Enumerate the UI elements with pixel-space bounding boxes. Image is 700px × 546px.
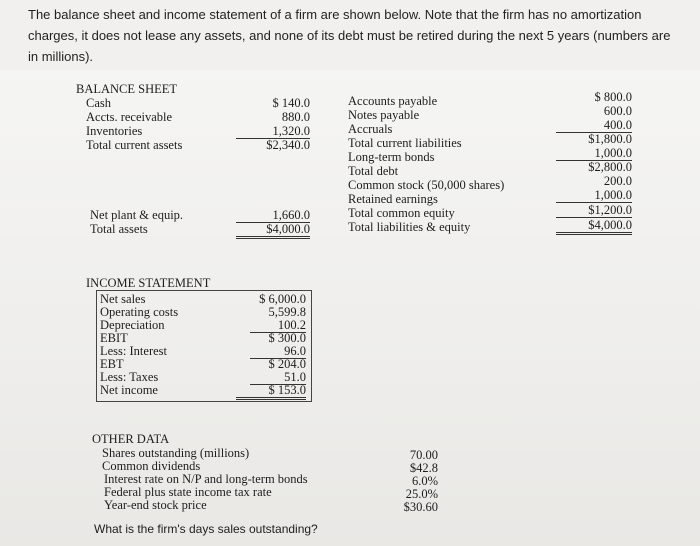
- income-value-interest: 96.0: [250, 344, 306, 359]
- income-statement-title: INCOME STATEMENT: [86, 276, 211, 290]
- asset-label-total-assets: Total assets: [90, 222, 148, 236]
- income-value-operating-costs: 5,599.8: [268, 305, 306, 319]
- asset-value-cash: $ 140.0: [272, 96, 310, 110]
- asset-label-cash: Cash: [86, 96, 111, 110]
- liability-value-total-common-equity: $1,200.0: [556, 203, 632, 218]
- liability-value-total-current: $1,800.0: [588, 132, 632, 146]
- liability-label-total-common-equity: Total common equity: [348, 206, 455, 220]
- question-intro: The balance sheet and income statement of a firm are shown below. Note that the firm has no amortization charges, it does not lease any assets, and none of its debt must be retired during the next 5 years (numbers are in millions).: [28, 7, 671, 64]
- income-label-net-income: Net income: [100, 383, 158, 397]
- income-label-net-sales: Net sales: [100, 292, 146, 306]
- income-label-interest: Less: Interest: [100, 344, 167, 358]
- income-value-taxes: 51.0: [250, 370, 306, 385]
- other-data-title: OTHER DATA: [92, 432, 170, 446]
- other-value-shares: 70.00: [409, 448, 438, 462]
- income-value-ebit: $ 300.0: [268, 331, 306, 345]
- other-value-interest-rate: 6.0%: [411, 474, 438, 488]
- asset-value-inventories: 1,320.0: [236, 124, 310, 139]
- other-label-dividends: Common dividends: [102, 459, 201, 473]
- income-label-operating-costs: Operating costs: [100, 305, 179, 319]
- liability-value-notes-payable: 600.0: [603, 104, 632, 118]
- question-text: What is the firm's days sales outstanding?: [94, 522, 318, 536]
- liability-value-long-term-bonds: 1,000.0: [556, 146, 632, 161]
- liability-value-common-stock: 200.0: [603, 174, 632, 188]
- other-value-dividends: $42.8: [409, 461, 438, 475]
- income-label-ebit: EBIT: [100, 331, 128, 345]
- income-value-net-sales: $ 6,000.0: [259, 292, 306, 306]
- asset-value-total-assets: $4,000.0: [236, 222, 310, 239]
- liability-label-long-term-bonds: Long-term bonds: [348, 150, 435, 164]
- liability-value-total-liabilities-equity: $4,000.0: [556, 218, 632, 235]
- liability-label-retained-earnings: Retained earnings: [348, 192, 438, 206]
- income-value-ebt: $ 204.0: [268, 357, 306, 371]
- asset-label-total-current: Total current assets: [86, 138, 183, 152]
- other-value-tax-rate: 25.0%: [405, 487, 438, 501]
- asset-label-receivables: Accts. receivable: [86, 110, 173, 124]
- balance-sheet-title: BALANCE SHEET: [76, 82, 178, 96]
- other-label-shares: Shares outstanding (millions): [102, 446, 250, 460]
- income-label-ebt: EBT: [100, 357, 124, 371]
- asset-value-net-plant: 1,660.0: [236, 208, 310, 223]
- liability-label-common-stock: Common stock (50,000 shares): [348, 178, 505, 192]
- liability-value-accruals: 400.0: [556, 118, 632, 133]
- asset-value-receivables: 880.0: [281, 110, 310, 124]
- other-label-interest-rate: Interest rate on N/P and long-term bonds: [104, 472, 308, 486]
- asset-label-inventories: Inventories: [86, 124, 143, 138]
- income-value-depreciation: 100.2: [250, 318, 306, 333]
- income-value-net-income: $ 153.0: [236, 383, 306, 400]
- income-label-taxes: Less: Taxes: [100, 370, 159, 384]
- liability-label-notes-payable: Notes payable: [348, 108, 420, 122]
- textbook-photo: [0, 70, 700, 546]
- other-label-stock-price: Year-end stock price: [104, 498, 207, 512]
- other-value-stock-price: $30.60: [403, 500, 438, 514]
- liability-label-total-debt: Total debt: [348, 164, 399, 178]
- liability-value-accounts-payable: $ 800.0: [594, 90, 632, 104]
- asset-value-total-current: $2,340.0: [266, 138, 310, 152]
- other-label-tax-rate: Federal plus state income tax rate: [104, 485, 272, 499]
- asset-label-net-plant: Net plant & equip.: [90, 208, 184, 222]
- income-label-depreciation: Depreciation: [100, 318, 165, 332]
- liability-value-total-debt: $2,800.0: [588, 160, 632, 174]
- liability-label-total-liabilities-equity: Total liabilities & equity: [348, 220, 471, 234]
- liability-value-retained-earnings: 1,000.0: [556, 188, 632, 203]
- liability-label-accruals: Accruals: [348, 122, 393, 136]
- liability-label-accounts-payable: Accounts payable: [348, 94, 438, 108]
- liability-label-total-current: Total current liabilities: [348, 136, 462, 150]
